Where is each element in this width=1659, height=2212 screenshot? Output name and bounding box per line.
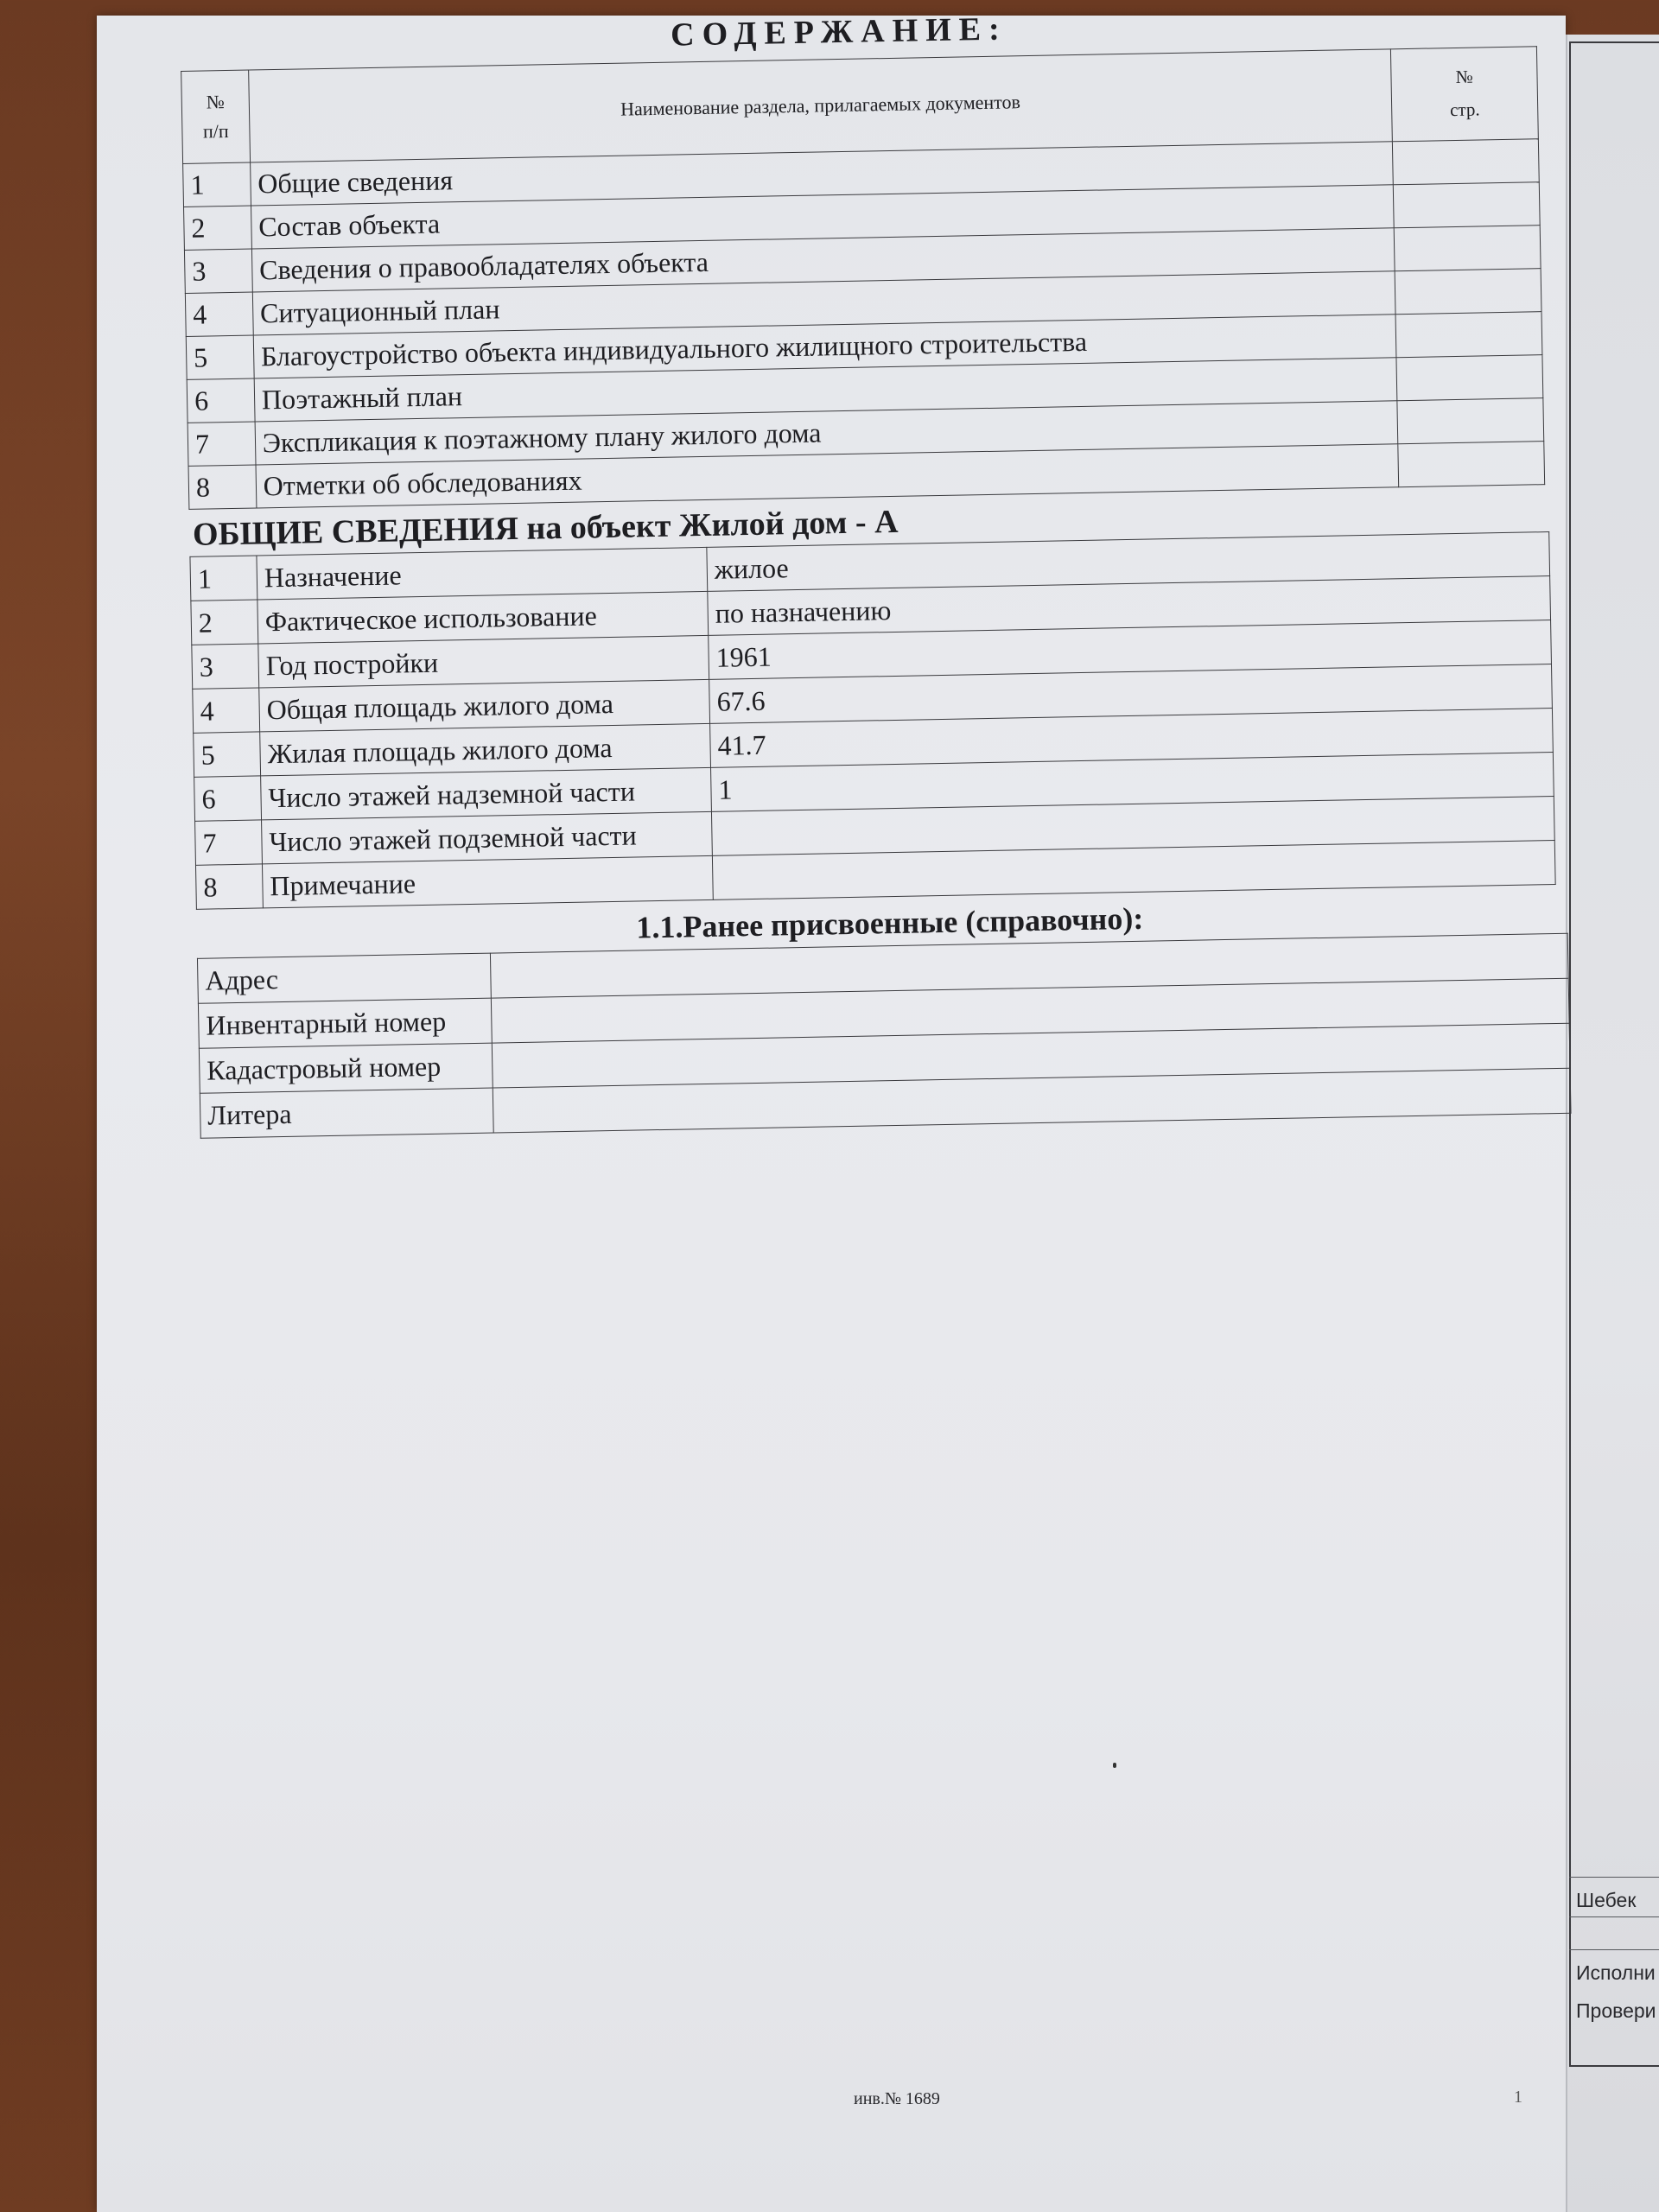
general-row-num: 8 (195, 864, 263, 909)
general-row-value: 67.6 (709, 664, 1553, 724)
general-row-num: 1 (190, 556, 257, 601)
adjacent-sheet-row-line (1569, 1916, 1659, 1917)
general-row-label: Назначение (257, 547, 708, 600)
general-row-num: 4 (193, 688, 260, 733)
general-row-value: жилое (707, 532, 1550, 592)
toc-row-page (1398, 442, 1545, 487)
general-row-label: Общая площадь жилого дома (259, 679, 710, 732)
toc-row-page (1395, 312, 1542, 358)
previous-row-label: Инвентарный номер (198, 998, 492, 1048)
previous-row-label: Адрес (197, 953, 491, 1003)
general-row-label: Жилая площадь жилого дома (260, 723, 711, 776)
toc-header-page (1391, 47, 1539, 142)
toc-row-page (1396, 355, 1543, 401)
document-title: СОДЕРЖАНИЕ: (670, 10, 1008, 54)
general-row-value: по назначению (708, 576, 1551, 636)
previous-row-label: Литера (200, 1088, 493, 1138)
adjacent-sheet-executor: Исполни (1576, 1961, 1656, 1984)
toc-row-num: 5 (186, 335, 254, 379)
document-content (180, 0, 1570, 1139)
inventory-number: инв.№ 1689 (854, 2089, 940, 2108)
adjacent-sheet-frame (1569, 41, 1659, 2067)
general-row-value: 41.7 (710, 709, 1554, 768)
general-row-num: 3 (192, 644, 259, 689)
general-row-label: Примечание (262, 855, 713, 908)
previous-ids-title: 1.1.Ранее присвоенные (справочно): (636, 900, 1144, 945)
toc-row-num: 2 (184, 206, 252, 250)
toc-row-name: Поэтажный план (254, 358, 1397, 422)
toc-row-name: Экспликация к поэтажному плану жилого дома (255, 401, 1398, 465)
adjacent-sheet-row-line (1569, 1877, 1659, 1878)
toc-row-name: Общие сведения (250, 142, 1393, 206)
general-row-value: 1 (711, 753, 1554, 812)
toc-row-num: 4 (185, 292, 253, 336)
general-info-table (189, 531, 1555, 910)
toc-row-name: Благоустройство объекта индивидуального жилищного строительства (253, 315, 1396, 378)
toc-header-num-line1: № (206, 91, 225, 113)
toc-row-num: 1 (183, 162, 251, 207)
toc-header-num (181, 70, 251, 163)
toc-header-page-line2: стр. (1449, 99, 1480, 121)
page-number: 1 (1514, 2088, 1522, 2107)
general-row-value: 1961 (709, 620, 1552, 680)
toc-row-num: 8 (188, 465, 257, 509)
toc-table (181, 46, 1545, 510)
general-row-label: Число этажей подземной части (262, 811, 713, 864)
toc-header-name: Наименование раздела, прилагаемых документов (248, 49, 1392, 162)
previous-ids-table (197, 933, 1572, 1139)
general-row-num: 2 (191, 600, 258, 645)
general-row-label: Число этажей надземной части (261, 767, 712, 820)
toc-row-num: 3 (184, 249, 252, 293)
toc-header-num-line2: п/п (202, 119, 229, 143)
general-row-num: 5 (194, 732, 261, 777)
toc-row-num: 7 (188, 422, 256, 466)
previous-row-label: Кадастровый номер (199, 1043, 493, 1093)
general-row-label: Год постройки (258, 635, 709, 688)
toc-header-page-line1: № (1455, 66, 1473, 87)
toc-row-page (1395, 269, 1541, 315)
general-row-num: 7 (195, 820, 263, 865)
general-row-num: 6 (194, 776, 262, 821)
toc-row-name: Ситуационный план (252, 271, 1395, 335)
general-row-label: Фактическое использование (257, 591, 709, 644)
toc-row-name: Состав объекта (251, 185, 1394, 249)
toc-row-name: Отметки об обследованиях (256, 444, 1399, 508)
general-info-title: ОБЩИЕ СВЕДЕНИЯ на объект Жилой дом - А (192, 503, 899, 553)
toc-row-page (1394, 182, 1541, 228)
adjacent-sheet-checker: Провери (1576, 1999, 1656, 2022)
toc-row-name: Сведения о правообладателях объекта (251, 228, 1395, 292)
toc-row-page (1394, 226, 1541, 271)
adjacent-sheet-name: Шебек (1576, 1889, 1637, 1911)
toc-row-page (1393, 139, 1540, 185)
paper-speck (1113, 1763, 1116, 1768)
adjacent-sheet-row-line (1569, 1949, 1659, 1950)
toc-row-page (1397, 398, 1544, 444)
toc-row-num: 6 (187, 378, 255, 423)
